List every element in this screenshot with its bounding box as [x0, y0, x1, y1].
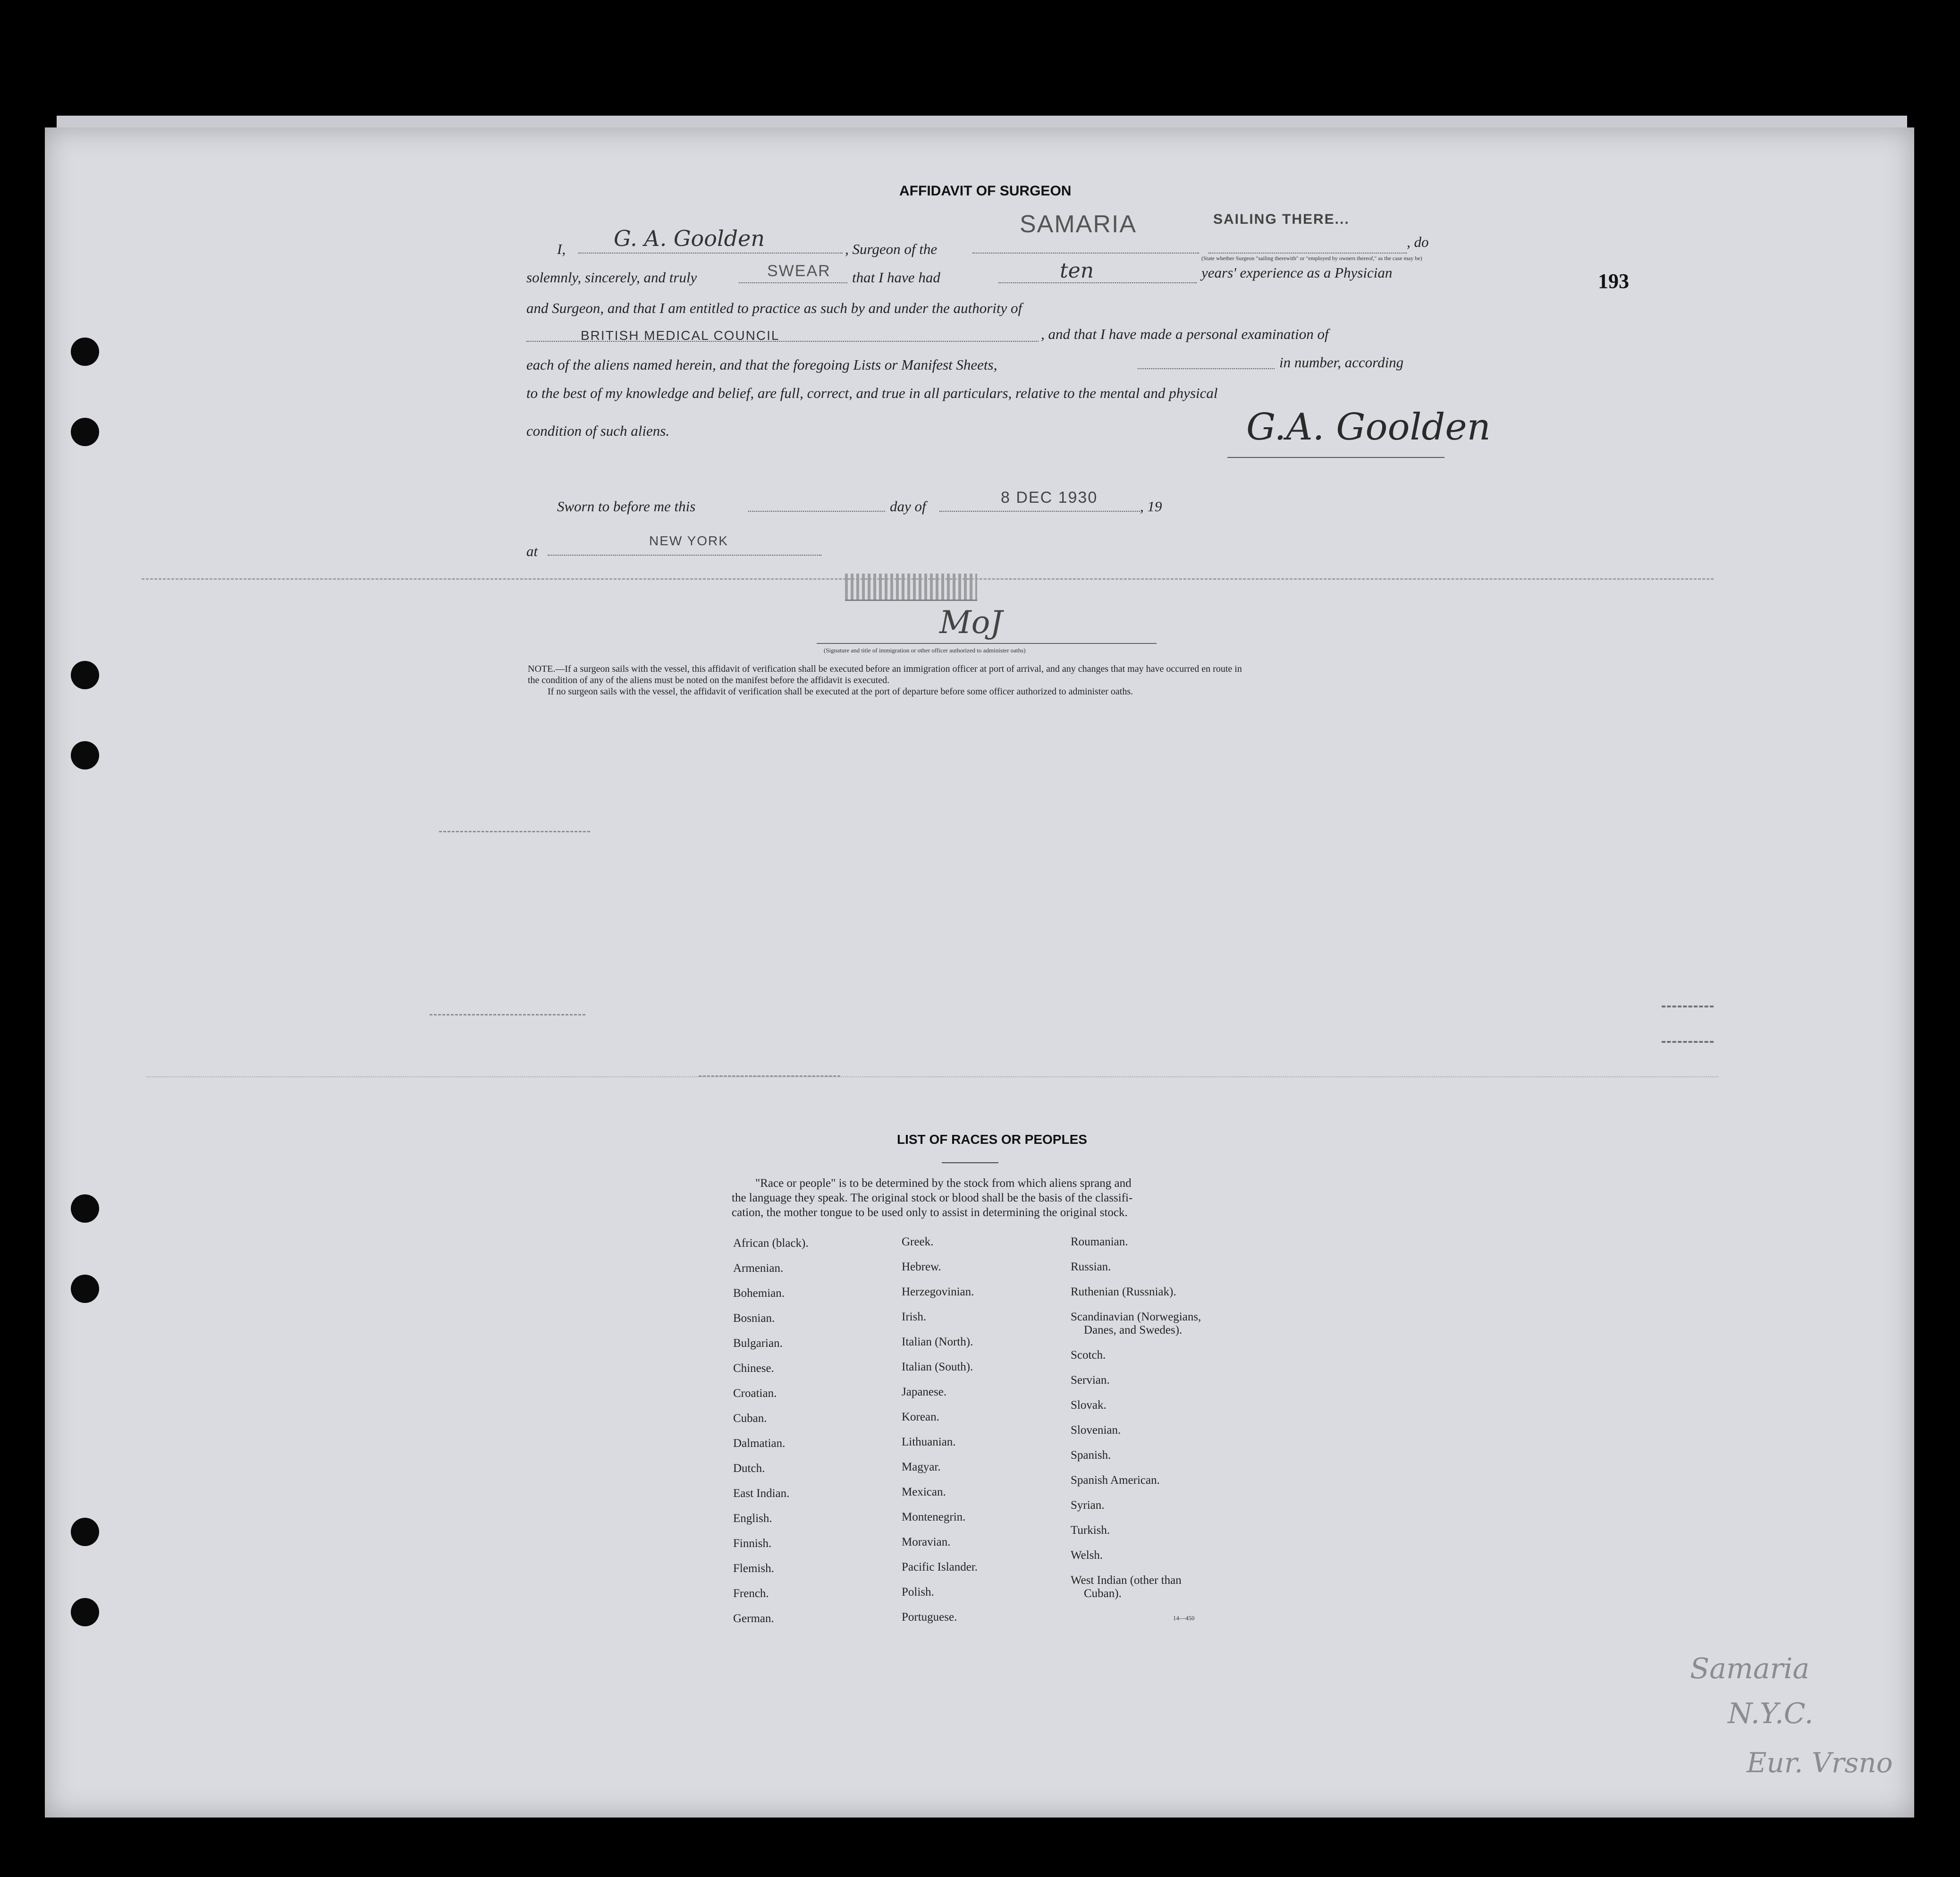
binder-hole: [71, 1275, 99, 1303]
binder-hole: [71, 661, 99, 689]
faint-bleedthrough-rule: [146, 1076, 1718, 1077]
races-intro: "Race or people" is to be determined by the stock from which aliens sprang and: [755, 1177, 1132, 1190]
page-number: 193: [1598, 270, 1629, 293]
affidavit-text: , 19: [1140, 498, 1162, 515]
faint-bleedthrough-rule: [439, 831, 590, 832]
blank-line: [939, 511, 1140, 512]
race-entry: Ruthenian (Russniak).: [1071, 1285, 1176, 1298]
date-stamp: 8 DEC 1930: [1001, 489, 1098, 507]
race-entry: German.: [733, 1612, 774, 1625]
race-entry: Lithuanian.: [902, 1436, 956, 1448]
affidavit-text: day of: [890, 498, 926, 515]
blank-line: [1138, 368, 1275, 369]
binder-hole: [71, 1598, 99, 1626]
note-line: the condition of any of the aliens must be noted on the manifest before the affidavit is executed.: [528, 675, 890, 685]
race-entry: Croatian.: [733, 1387, 777, 1400]
race-entry: Cuban).: [1084, 1587, 1122, 1600]
margin-note-ship: Samaria: [1690, 1652, 1810, 1685]
race-entry: West Indian (other than: [1071, 1574, 1182, 1587]
race-entry: Spanish.: [1071, 1449, 1111, 1462]
title-rule: [942, 1162, 998, 1163]
blank-line: [739, 282, 847, 283]
blank-line: [972, 253, 1199, 254]
form-code: 14—450: [1173, 1615, 1195, 1622]
blank-line: [998, 282, 1197, 283]
race-entry: Mexican.: [902, 1486, 946, 1498]
surgeon-signature: G.A. Goolden: [1246, 406, 1491, 448]
faint-bleedthrough-rule: [1662, 1041, 1714, 1043]
race-entry: Finnish.: [733, 1537, 772, 1550]
race-entry: Welsh.: [1071, 1549, 1103, 1562]
race-entry: Turkish.: [1071, 1524, 1110, 1537]
surgeon-name-handwritten: G. A. Goolden: [614, 226, 765, 251]
signature-line: [1227, 457, 1445, 458]
affidavit-text: at: [526, 543, 538, 559]
officer-caption: (Signature and title of immigration or other officer authorized to administer oaths): [824, 647, 1026, 654]
binder-hole: [71, 418, 99, 446]
race-entry: Chinese.: [733, 1362, 774, 1375]
race-entry: Scotch.: [1071, 1349, 1106, 1361]
race-entry: Spanish American.: [1071, 1474, 1160, 1487]
race-entry: East Indian.: [733, 1487, 790, 1500]
race-entry: Slovenian.: [1071, 1424, 1121, 1437]
race-entry: Slovak.: [1071, 1399, 1107, 1412]
affidavit-text: , and that I have made a personal examination of: [1041, 326, 1329, 342]
affidavit-text: each of the aliens named herein, and that the foregoing Lists or Manifest Sheets,: [526, 356, 997, 373]
race-entry: Russian.: [1071, 1260, 1111, 1273]
race-entry: Magyar.: [902, 1461, 941, 1473]
races-intro: the language they speak. The original stock or blood shall be the basis of the classifi-: [732, 1192, 1133, 1204]
affidavit-text: years' experience as a Physician: [1201, 264, 1393, 281]
affidavit-text: I,: [557, 241, 566, 257]
race-entry: Italian (South).: [902, 1361, 973, 1373]
race-entry: Danes, and Swedes).: [1084, 1324, 1183, 1336]
race-entry: Dalmatian.: [733, 1437, 786, 1450]
faint-bleedthrough-rule: [430, 1014, 585, 1015]
races-title: LIST OF RACES OR PEOPLES: [897, 1132, 1087, 1147]
years-handwritten: ten: [1060, 259, 1094, 283]
race-entry: Italian (North).: [902, 1336, 973, 1348]
manifest-page: [45, 127, 1914, 1818]
race-entry: Syrian.: [1071, 1499, 1105, 1512]
margin-note-port: N.Y.C.: [1728, 1697, 1814, 1730]
race-entry: English.: [733, 1512, 772, 1525]
margin-note-origin: Eur. Vrsno: [1747, 1747, 1893, 1779]
affidavit-text: that I have had: [852, 269, 940, 286]
race-entry: Greek.: [902, 1235, 934, 1248]
binder-hole: [71, 1194, 99, 1223]
race-entry: Armenian.: [733, 1262, 784, 1275]
race-entry: Bulgarian.: [733, 1337, 783, 1350]
affidavit-text: Sworn to before me this: [557, 498, 696, 515]
faint-bleedthrough-rule: [1662, 1006, 1714, 1007]
race-entry: Flemish.: [733, 1562, 774, 1575]
blank-line: [548, 555, 821, 556]
blank-line: [1208, 253, 1407, 254]
place-stamp: NEW YORK: [649, 533, 728, 548]
officer-stamp-scribble: [845, 574, 977, 601]
race-entry: Herzegovinian.: [902, 1285, 974, 1298]
race-entry: Scandinavian (Norwegians,: [1071, 1311, 1201, 1323]
authority-stamp: BRITISH MEDICAL COUNCIL: [581, 328, 780, 343]
race-entry: Pacific Islander.: [902, 1561, 978, 1573]
faint-bleedthrough-rule: [142, 578, 1714, 580]
binder-hole: [71, 1518, 99, 1546]
blank-line: [748, 511, 885, 512]
sailing-stamp: SAILING THERE...: [1213, 211, 1350, 227]
race-entry: Moravian.: [902, 1536, 951, 1548]
race-entry: Portuguese.: [902, 1611, 957, 1623]
sailing-instruction: (State whether Surgeon "sailing therewith" or "employed by owners thereof," as the case may be): [1201, 255, 1422, 262]
affidavit-title: AFFIDAVIT OF SURGEON: [899, 183, 1072, 199]
blank-line: [578, 253, 843, 254]
affidavit-text: in number, according: [1279, 354, 1404, 371]
ship-name-stamp: SAMARIA: [1020, 211, 1137, 238]
affidavit-text: condition of such aliens.: [526, 423, 670, 439]
race-entry: Bohemian.: [733, 1287, 785, 1300]
races-intro: cation, the mother tongue to be used only to assist in determining the original stock.: [732, 1206, 1128, 1219]
race-entry: Korean.: [902, 1411, 939, 1423]
race-entry: French.: [733, 1587, 769, 1600]
swear-stamp: SWEAR: [767, 262, 831, 280]
affidavit-text: , Surgeon of the: [845, 241, 938, 257]
note-line: If no surgeon sails with the vessel, the affidavit of verification shall be executed at the port of departure before some officer authorized to administer oaths.: [548, 686, 1133, 697]
officer-initials: MoJ: [939, 604, 1003, 641]
race-entry: Hebrew.: [902, 1260, 941, 1273]
race-entry: Irish.: [902, 1311, 927, 1323]
race-entry: Servian.: [1071, 1374, 1110, 1387]
affidavit-text: to the best of my knowledge and belief, are full, correct, and true in all particulars, relative to the mental and physical: [526, 385, 1218, 401]
race-entry: Cuban.: [733, 1412, 767, 1425]
race-entry: Bosnian.: [733, 1312, 775, 1325]
race-entry: Japanese.: [902, 1386, 947, 1398]
affidavit-text: , do: [1407, 234, 1429, 250]
note-line: NOTE.—If a surgeon sails with the vessel, this affidavit of verification shall be executed before an immigration officer at port of arrival, and any changes that may have occurred en route in: [528, 664, 1242, 674]
race-entry: Polish.: [902, 1586, 934, 1598]
officer-signature-line: [817, 643, 1157, 644]
affidavit-text: solemnly, sincerely, and truly: [526, 269, 697, 286]
affidavit-text: and Surgeon, and that I am entitled to practice as such by and under the authority of: [526, 300, 1022, 316]
race-entry: Dutch.: [733, 1462, 765, 1475]
binder-hole: [71, 741, 99, 769]
binder-hole: [71, 338, 99, 366]
race-entry: Roumanian.: [1071, 1235, 1128, 1248]
race-entry: Montenegrin.: [902, 1511, 966, 1523]
race-entry: African (black).: [733, 1237, 809, 1250]
